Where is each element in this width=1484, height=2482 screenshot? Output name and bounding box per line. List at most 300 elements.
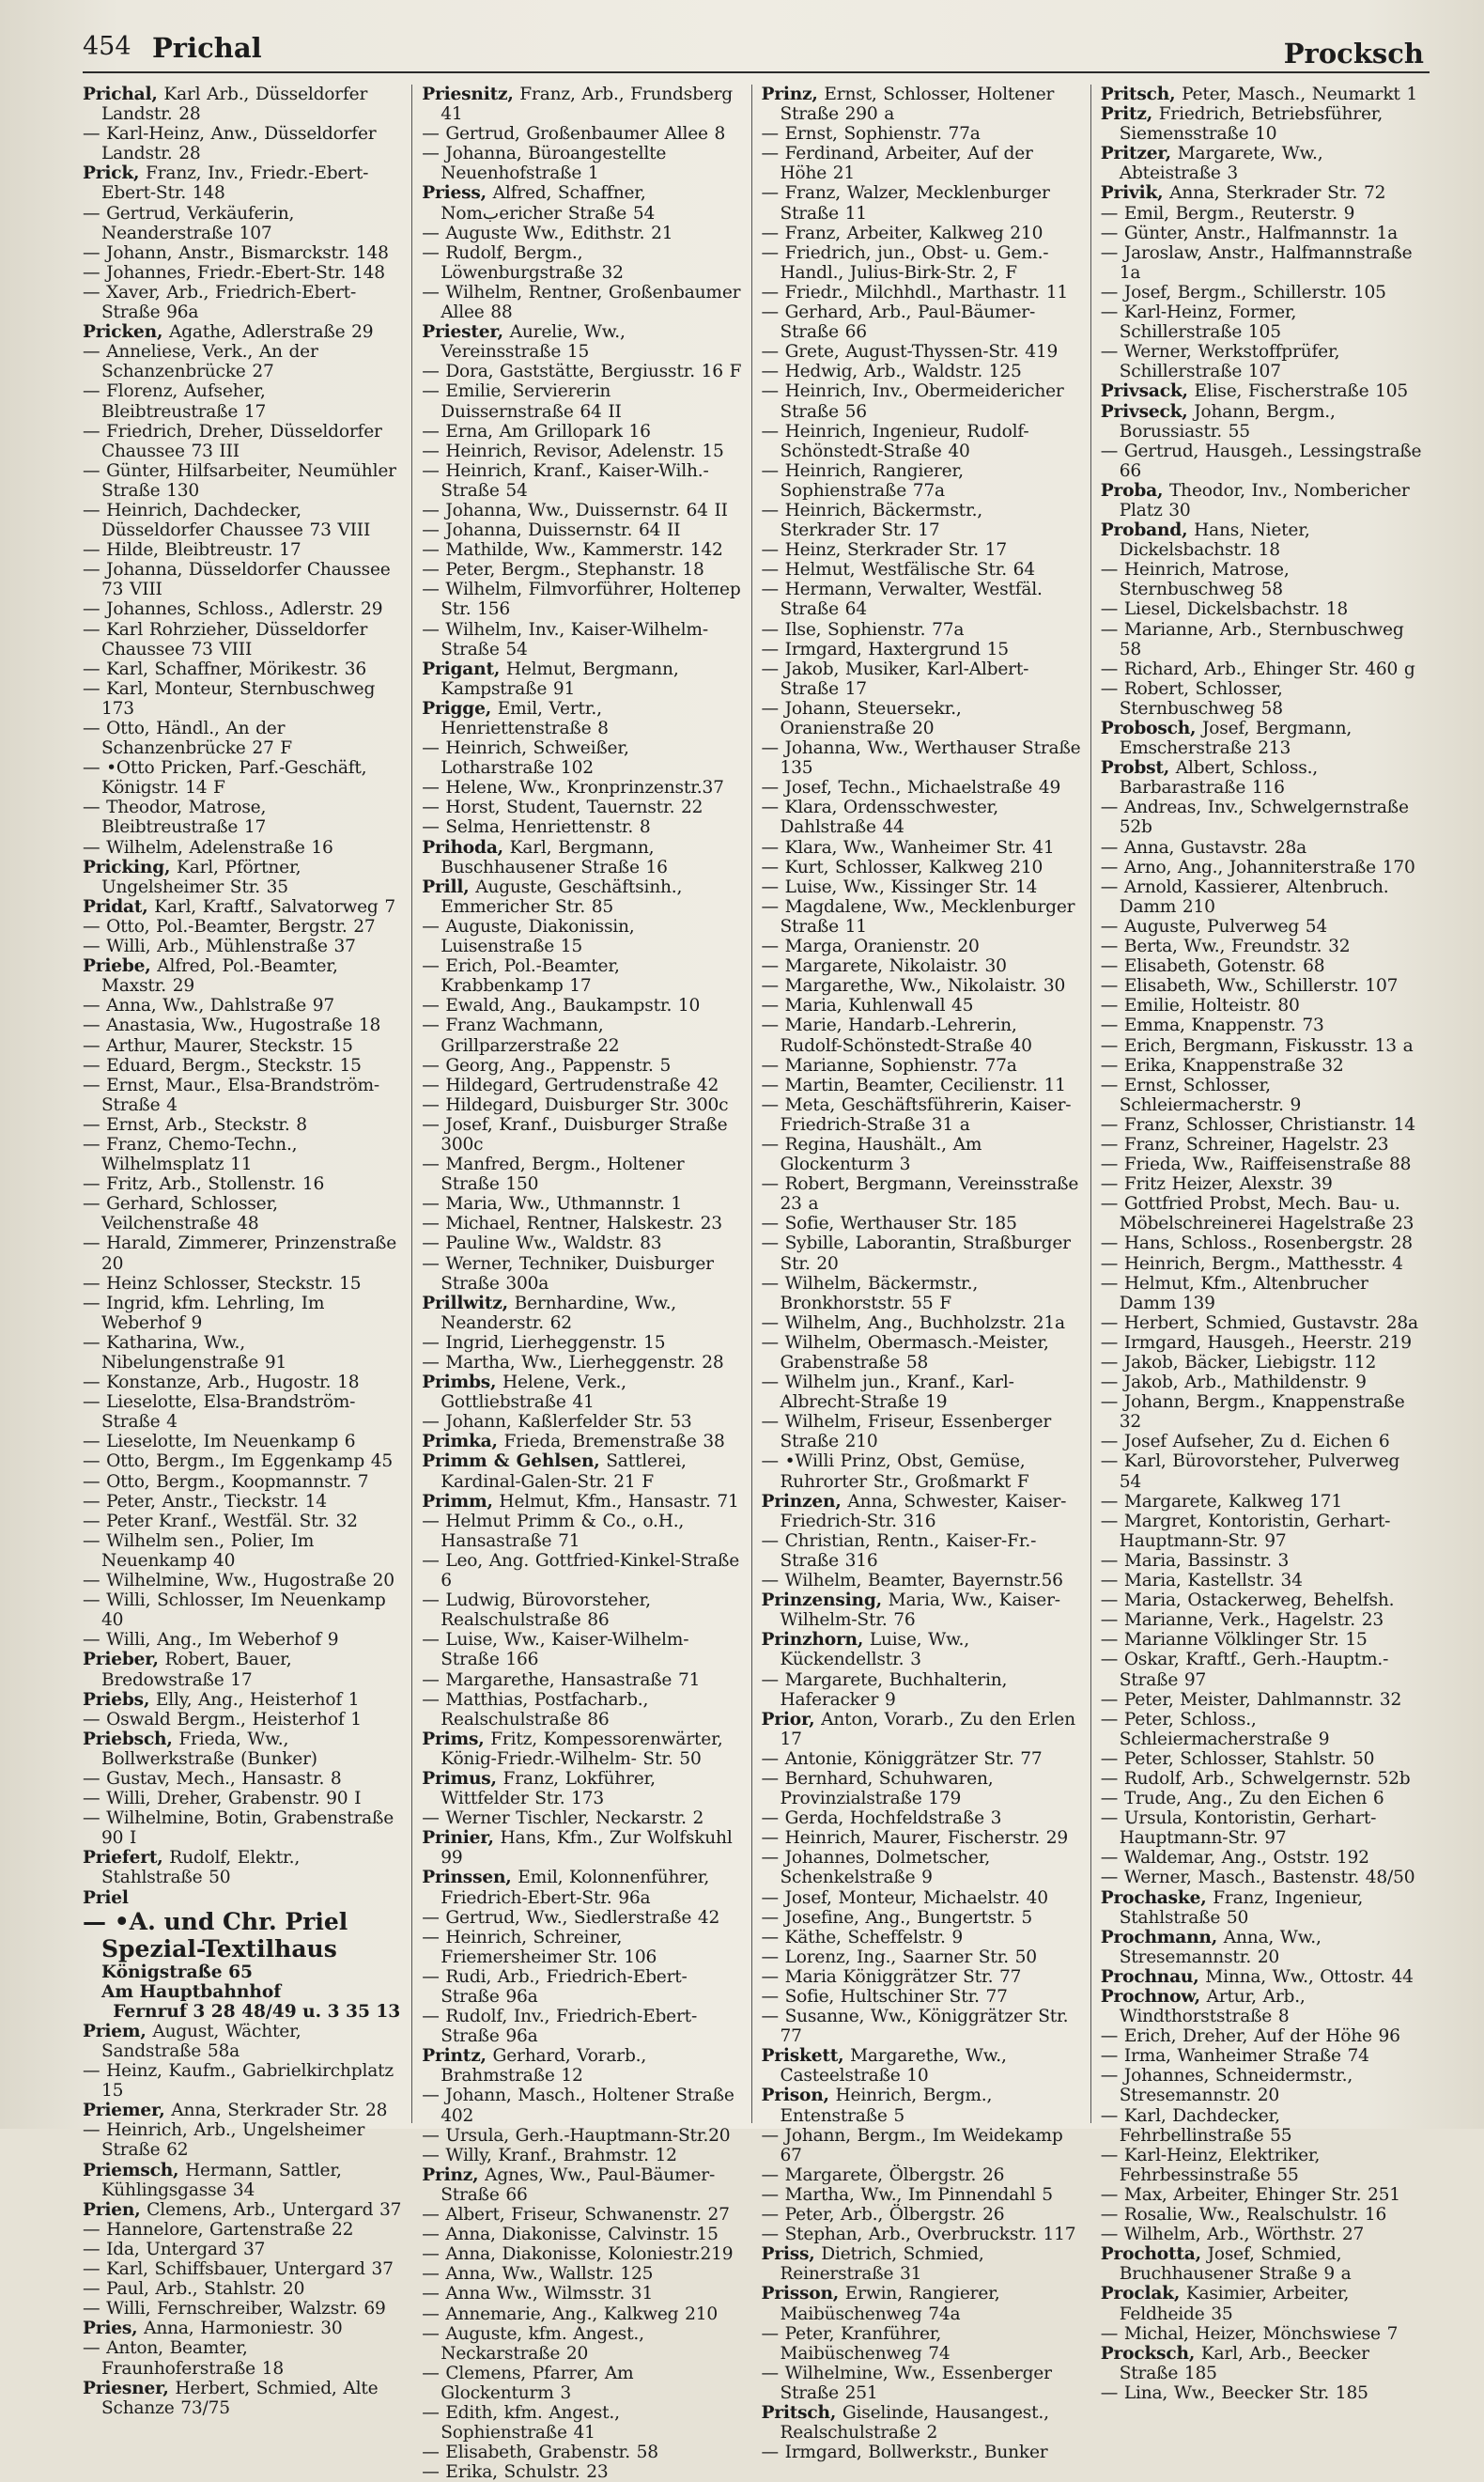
- page-number: 454: [83, 32, 131, 61]
- entry-details: Hans, Nieter, Dickelsbachstr. 18: [1119, 520, 1310, 561]
- entry-details: — Mathilde, Ww., Kammerstr. 142: [422, 540, 723, 561]
- entry-details: — Martha, Ww., Lierheggenstr. 28: [422, 1353, 724, 1373]
- directory-entry: [762, 620, 1083, 640]
- directory-entry: [762, 2284, 1083, 2323]
- entry-details: — Fritz Heizer, Alexstr. 39: [1100, 1174, 1333, 1195]
- entry-details: — Ernst, Sophienstr. 77a: [761, 124, 981, 145]
- directory-entry: [83, 620, 404, 659]
- directory-entry: [422, 877, 743, 917]
- entry-details: — Wilhelmine, Botin, Grabenstraße 90 I: [83, 1808, 394, 1849]
- entry-details: — Otto, Händl., An der Schanzenbrücke 27 F: [83, 719, 292, 759]
- entry-details: — Hildegard, Duisburger Str. 300c: [422, 1094, 729, 1115]
- entry-details: Frieda, Ww., Bollwerkstraße (Bunker): [101, 1729, 317, 1769]
- entry-details: — Anna, Gustavstr. 28a: [1100, 837, 1306, 858]
- entry-surname: Prims,: [422, 1729, 485, 1749]
- entry-details: Ernst, Schlosser, Holtener Straße 290 a: [780, 85, 1055, 125]
- entry-details: — Otto, Bergm., Koopmannstr. 7: [83, 1471, 369, 1492]
- entry-details: — Florenz, Aufseher, Bleibtreustraße 17: [83, 381, 267, 422]
- entry-surname: Privseck,: [1100, 401, 1188, 422]
- directory-entry: [422, 917, 743, 956]
- directory-entry: [762, 2205, 1083, 2225]
- advertisement-line: Fernruf 3 28 48/49 u. 3 35 13: [113, 2001, 401, 2022]
- directory-entry: [422, 1908, 743, 1928]
- entry-surname: Pricking,: [83, 857, 171, 877]
- entry-details: — Sybille, Laborantin, Straßburger Str. 20: [761, 1233, 1071, 1274]
- directory-entry: [83, 501, 404, 540]
- directory-entry: [422, 1333, 743, 1353]
- entry-details: — Hildegard, Gertrudenstraße 42: [422, 1075, 719, 1095]
- entry-details: Robert, Bauer, Bredowstraße 17: [101, 1650, 292, 1690]
- directory-entry: [83, 2338, 404, 2378]
- directory-entry: [762, 2165, 1083, 2185]
- directory-entry: [83, 2101, 404, 2120]
- entry-details: — Auguste, Pulverweg 54: [1100, 916, 1327, 937]
- directory-entry: [83, 758, 404, 798]
- entry-surname: Primbs,: [422, 1373, 497, 1393]
- entry-details: — Hedwig, Arb., Waldstr. 125: [761, 362, 1022, 382]
- entry-details: — Jakob, Musiker, Karl-Albert-Straße 17: [761, 659, 1029, 699]
- entry-details: Herbert, Schmied, Alte Schanze 73/75: [101, 2378, 379, 2418]
- directory-entry: [422, 699, 743, 738]
- entry-details: — Klara, Ww., Wanheimer Str. 41: [761, 837, 1055, 858]
- directory-entry: [762, 699, 1083, 738]
- directory-entry: [762, 1571, 1083, 1590]
- entry-surname: Pricken,: [83, 322, 163, 343]
- entry-details: — Karl-Heinz, Former, Schillerstraße 105: [1100, 302, 1297, 343]
- entry-details: — Willy, Kranf., Brahmstr. 12: [422, 2145, 677, 2165]
- entry-details: — Peter, Anstr., Tieckstr. 14: [83, 1491, 327, 1512]
- entry-surname: Prison,: [761, 2086, 829, 2106]
- entry-surname: Prinzen,: [761, 1491, 842, 1512]
- entry-details: — Maria Königgrätzer Str. 77: [761, 1966, 1022, 1987]
- right-running-head: Procksch: [1283, 38, 1424, 70]
- entry-surname: Prinz,: [422, 2164, 479, 2185]
- directory-entry: [1101, 2026, 1422, 2046]
- entry-details: — Franz, Schlosser, Christianstr. 14: [1100, 1114, 1415, 1135]
- entry-details: — Anna Ww., Wilmsstr. 31: [422, 2284, 654, 2304]
- directory-entry: [422, 1056, 743, 1076]
- directory-entry: [83, 1274, 404, 1294]
- entry-surname: Priester,: [422, 322, 503, 343]
- entry-surname: Pridat,: [83, 896, 148, 917]
- entry-details: Erwin, Rangierer, Maibüschenweg 74a: [780, 2284, 1000, 2324]
- entry-details: — Ilse, Sophienstr. 77a: [761, 619, 965, 640]
- entry-details: — Margarete, Ölbergstr. 26: [761, 2164, 1005, 2185]
- entry-details: Karl, Arb., Beecker Straße 185: [1119, 2343, 1369, 2383]
- directory-entry: [422, 1551, 743, 1590]
- entry-details: — Wilhelm, Filmvorführer, Holteпер Str. 156: [422, 580, 741, 620]
- entry-details: — Marianne Völklinger Str. 15: [1100, 1630, 1368, 1651]
- entry-surname: Priebs,: [83, 1689, 150, 1710]
- entry-details: Artur, Arb., Windthorststraße 8: [1119, 1987, 1306, 2027]
- directory-entry: [83, 163, 404, 203]
- directory-entry: [422, 2007, 743, 2046]
- entry-surname: Printz,: [422, 2046, 487, 2067]
- directory-entry: [1101, 342, 1422, 381]
- entry-details: — Sofie, Werthauser Str. 185: [761, 1214, 1017, 1234]
- entry-details: — Margarete, Kalkweg 171: [1100, 1491, 1343, 1512]
- entry-details: — Michael, Rentner, Halskestr. 23: [422, 1214, 722, 1234]
- entry-surname: Prinssen,: [422, 1868, 512, 1888]
- entry-details: — Werner, Masch., Bastenstr. 48/50: [1100, 1868, 1415, 1888]
- entry-details: Anton, Vorarb., Zu den Erlen 17: [780, 1709, 1075, 1749]
- entry-details: — Margarete, Buchhalterin, Haferacker 9: [761, 1669, 1008, 1710]
- directory-entry: [83, 956, 404, 996]
- entry-details: — Heinrich, Arb., Ungelsheimer Straße 62: [83, 2120, 365, 2161]
- page-header: [83, 26, 1430, 73]
- entry-details: — Eduard, Bergm., Steckstr. 15: [83, 1055, 362, 1076]
- directory-entry: [422, 144, 743, 183]
- entry-details: — Bernhard, Schuhwaren, Provinzialstraße 179: [761, 1768, 994, 1809]
- entry-details: — Auguste Ww., Edithstr. 21: [422, 223, 673, 243]
- directory-entry: [1101, 1650, 1422, 1689]
- directory-entry: [83, 204, 404, 243]
- directory-entry: [1101, 937, 1422, 956]
- directory-entry: [1101, 1610, 1422, 1630]
- directory-columns: [83, 85, 1430, 2482]
- directory-entry: [1101, 1194, 1422, 1233]
- directory-entry: [1101, 1769, 1422, 1789]
- entry-details: — Gertrud, Großenbaumer Allee 8: [422, 124, 726, 145]
- entry-details: — Josefine, Ang., Bungertstr. 5: [761, 1907, 1033, 1928]
- directory-entry: [422, 1353, 743, 1373]
- directory-entry: [1101, 1233, 1422, 1253]
- directory-entry: [762, 2225, 1083, 2244]
- directory-entry: [1101, 1848, 1422, 1868]
- directory-entry: [762, 937, 1083, 956]
- directory-entry: [83, 838, 404, 858]
- directory-entry: [83, 322, 404, 342]
- entry-details: — Harald, Zimmerer, Prinzenstraße 20: [83, 1233, 397, 1274]
- directory-entry: [1101, 659, 1422, 679]
- entry-details: — Heinrich, Kranf., Kaiser-Wilh.-Straße 54: [422, 460, 709, 501]
- entry-details: — Dora, Gaststätte, Bergiusstr. 16 F: [422, 362, 742, 382]
- directory-entry: [1101, 1313, 1422, 1333]
- entry-details: — Leo, Ang. Gottfried-Kinkel-Straße 6: [422, 1550, 740, 1591]
- entry-details: — Martin, Beamter, Cecilienstr. 11: [761, 1075, 1066, 1095]
- entry-details: — •Otto Pricken, Parf.-Geschäft, Königstr. 14 F: [83, 758, 367, 799]
- entry-surname: Priemer,: [83, 2101, 165, 2121]
- entry-details: — Gustav, Mech., Hansastr. 8: [83, 1768, 342, 1789]
- directory-entry: [83, 461, 404, 501]
- directory-entry: [762, 1749, 1083, 1769]
- directory-entry: [762, 1412, 1083, 1451]
- entry-surname: Pritsch,: [761, 2402, 837, 2423]
- entry-details: — Heinrich, Rangierer, Sophienstraße 77a: [761, 460, 964, 501]
- entry-details: Gerhard, Vorarb., Brahmstraße 12: [441, 2046, 647, 2086]
- entry-details: — Gerhard, Schlosser, Veilchenstraße 48: [83, 1194, 278, 1234]
- entry-details: — Hilde, Bleibtreustr. 17: [83, 540, 301, 561]
- directory-entry: [83, 1512, 404, 1531]
- directory-entry: [762, 1848, 1083, 1887]
- directory-entry: [422, 1828, 743, 1868]
- entry-details: — Christian, Rentn., Kaiser-Fr.-Straße 316: [761, 1530, 1037, 1571]
- entry-details: Helene, Verk., Gottliebstraße 41: [441, 1373, 626, 1413]
- directory-entry: [83, 1492, 404, 1512]
- directory-entry: [83, 1294, 404, 1333]
- entry-details: — Rosalie, Ww., Realschulstr. 16: [1100, 2205, 1387, 2226]
- directory-entry: [762, 362, 1083, 381]
- directory-entry: [1101, 302, 1422, 342]
- entry-details: Anna, Ww., Stresemannstr. 20: [1119, 1927, 1322, 1967]
- entry-details: — Margret, Kontoristin, Gerhart-Hauptmann-Str. 97: [1100, 1511, 1391, 1551]
- directory-entry: [83, 422, 404, 461]
- directory-entry: [83, 897, 404, 917]
- entry-details: — Peter, Meister, Dahlmannstr. 32: [1100, 1689, 1402, 1710]
- entry-details: — Wilhelmine, Ww., Hugostraße 20: [83, 1571, 394, 1591]
- directory-entry: [762, 283, 1083, 302]
- entry-details: — Erich, Bergmann, Fiskusstr. 13 a: [1100, 1035, 1414, 1056]
- entry-details: — Johannes, Schloss., Adlerstr. 29: [83, 599, 383, 620]
- directory-entry: [422, 2304, 743, 2324]
- directory-entry: [1101, 1135, 1422, 1155]
- entry-details: — Wilhelmine, Ww., Essenberger Straße 251: [761, 2363, 1052, 2403]
- entry-details: — Pauline Ww., Waldstr. 83: [422, 1233, 662, 1254]
- entry-details: — Michal, Heizer, Mönchswiese 7: [1100, 2323, 1399, 2344]
- directory-entry: [83, 2120, 404, 2160]
- entry-details: — Maria, Bassinstr. 3: [1100, 1550, 1290, 1571]
- directory-entry: [422, 1155, 743, 1194]
- directory-entry: [1101, 1928, 1422, 1967]
- entry-surname: Pritsch,: [1100, 85, 1176, 104]
- entry-details: — Heinrich, Maurer, Fischerstr. 29: [761, 1828, 1069, 1849]
- directory-entry: [1101, 1590, 1422, 1610]
- entry-details: — Horst, Student, Tauernstr. 22: [422, 798, 703, 818]
- entry-surname: Proband,: [1100, 520, 1188, 541]
- directory-entry: [762, 1174, 1083, 1214]
- directory-entry: [762, 1828, 1083, 1848]
- entry-details: — Antonie, Königgrätzer Str. 77: [761, 1748, 1043, 1769]
- directory-entry: [1101, 1868, 1422, 1887]
- directory-entry: [422, 501, 743, 520]
- entry-surname: Privik,: [1100, 183, 1164, 204]
- directory-entry: [422, 243, 743, 283]
- directory-entry: [422, 1630, 743, 1669]
- entry-surname: Prisson,: [761, 2284, 840, 2304]
- entry-details: Minna, Ww., Ottostr. 44: [1198, 1966, 1414, 1987]
- directory-entry: [422, 422, 743, 442]
- entry-details: — Meta, Geschäftsführerin, Kaiser-Friedrich-Straße 31 a: [761, 1094, 1072, 1135]
- advertisement-line: Königstraße 65: [101, 1962, 253, 1982]
- entry-surname: Prillwitz,: [422, 1293, 508, 1313]
- directory-entry: [83, 2022, 404, 2061]
- directory-entry: [762, 2364, 1083, 2403]
- entry-surname: Probst,: [1100, 758, 1170, 779]
- directory-entry: [83, 1650, 404, 1689]
- directory-entry: [83, 1590, 404, 1630]
- entry-details: — Ingrid, kfm. Lehrling, Im Weberhof 9: [83, 1293, 325, 1333]
- entry-details: — Hermann, Verwalter, Westfäl. Straße 64: [761, 580, 1043, 620]
- entry-surname: Priel: [83, 1887, 129, 1908]
- entry-details: — Anna, Ww., Wallstr. 125: [422, 2264, 654, 2285]
- entry-details: — Erna, Am Grillopark 16: [422, 421, 651, 442]
- directory-entry: [83, 2279, 404, 2299]
- directory-entry: [762, 1908, 1083, 1928]
- entry-details: — Franz, Schreiner, Hagelstr. 23: [1100, 1134, 1389, 1155]
- directory-entry: [422, 224, 743, 243]
- directory-entry: [83, 719, 404, 758]
- directory-entry: [762, 224, 1083, 243]
- entry-details: — Stephan, Arb., Overbruckstr. 117: [761, 2225, 1076, 2245]
- entry-details: — Margarethe, Ww., Nikolaistr. 30: [761, 976, 1066, 997]
- directory-entry: [83, 1451, 404, 1471]
- entry-details: — Willi, Fernschreiber, Walzstr. 69: [83, 2299, 386, 2319]
- directory-entry: [1101, 2046, 1422, 2066]
- entry-details: Emil, Kolonnenführer, Friedrich-Ebert-Str. 96a: [441, 1868, 710, 1908]
- entry-details: — Willi, Dreher, Grabenstr. 90 I: [83, 1789, 362, 1809]
- directory-entry: [422, 1690, 743, 1730]
- entry-details: — Gertrud, Ww., Siedlerstraße 42: [422, 1907, 720, 1928]
- directory-entry: [422, 2324, 743, 2364]
- entry-details: — Marie, Handarb.-Lehrerin, Rudolf-Schönstedt-Straße 40: [761, 1016, 1032, 1056]
- entry-details: — Elisabeth, Gotenstr. 68: [1100, 956, 1325, 977]
- entry-details: Johann, Bergm., Borussiastr. 55: [1119, 401, 1336, 442]
- column-4: [1090, 85, 1430, 2403]
- entry-details: Auguste, Geschäftsinh., Emmericher Str. 85: [441, 876, 683, 917]
- entry-details: — Wilhelm, Adelenstraße 16: [83, 837, 333, 858]
- directory-entry: [1101, 1373, 1422, 1392]
- entry-details: — Anton, Beamter, Fraunhoferstraße 18: [83, 2338, 284, 2379]
- entry-details: — Helmut, Kfm., Altenbrucher Damm 139: [1100, 1273, 1368, 1313]
- directory-entry: [1101, 2225, 1422, 2244]
- entry-details: — Josef, Bergm., Schillerstr. 105: [1100, 282, 1386, 302]
- entry-details: — Johann, Masch., Holtener Straße 402: [422, 2086, 734, 2126]
- directory-entry: [83, 381, 404, 421]
- entry-details: — Jaroslaw, Anstr., Halfmannstraße 1a: [1100, 242, 1413, 283]
- directory-entry: [1101, 1432, 1422, 1451]
- directory-entry: [1101, 1967, 1422, 1987]
- directory-entry: [83, 1056, 404, 1076]
- directory-entry: [762, 1451, 1083, 1491]
- entry-details: Hans, Kfm., Zur Wolfskuhl 99: [441, 1828, 733, 1869]
- entry-details: — Ernst, Maur., Elsa-Brandström-Straße 4: [83, 1075, 380, 1115]
- entry-details: — Anna, Ww., Dahlstraße 97: [83, 996, 335, 1016]
- directory-entry: [762, 1056, 1083, 1076]
- directory-entry: [762, 1670, 1083, 1710]
- directory-entry: [762, 342, 1083, 362]
- entry-details: Giselinde, Hausangest., Realschulstraße 2: [780, 2402, 1049, 2443]
- entry-details: — Friedrich, Dreher, Düsseldorfer Chaussee 73 III: [83, 421, 382, 461]
- entry-surname: Priskett,: [761, 2046, 844, 2067]
- directory-entry: [422, 2225, 743, 2244]
- directory-entry: [422, 1194, 743, 1214]
- entry-details: — Karl, Dachdecker, Fehrbellinstraße 55: [1100, 2105, 1292, 2146]
- entry-details: Frieda, Bremenstraße 38: [497, 1432, 725, 1452]
- entry-details: Elly, Ang., Heisterhof 1: [149, 1689, 360, 1710]
- directory-entry: [422, 283, 743, 322]
- directory-entry: [1101, 1571, 1422, 1590]
- directory-entry: [762, 2324, 1083, 2364]
- directory-entry: [422, 2046, 743, 2086]
- entry-surname: Prochnow,: [1100, 1987, 1200, 2007]
- entry-surname: Priess,: [422, 183, 487, 204]
- entry-details: — Johann, Bergm., Knappenstraße 32: [1100, 1392, 1405, 1433]
- directory-entry: [83, 2161, 404, 2200]
- directory-entry: [422, 1373, 743, 1412]
- entry-details: — Lina, Ww., Beecker Str. 185: [1100, 2382, 1368, 2403]
- directory-entry: [83, 679, 404, 719]
- entry-details: — Erich, Pol.-Beamter, Krabbenkamp 17: [422, 956, 620, 997]
- directory-entry: [83, 858, 404, 897]
- directory-entry: [83, 1571, 404, 1590]
- directory-entry: [762, 1313, 1083, 1333]
- directory-entry: [422, 2165, 743, 2205]
- entry-details: Peter, Masch., Neumarkt 1: [1175, 85, 1418, 104]
- directory-entry: [1101, 1036, 1422, 1056]
- column-2: [411, 85, 750, 2482]
- entry-details: Clemens, Arb., Untergard 37: [140, 2199, 402, 2220]
- directory-entry: [1101, 1353, 1422, 1373]
- directory-entry: [422, 362, 743, 381]
- directory-entry: [422, 620, 743, 659]
- directory-entry: [1101, 1808, 1422, 1848]
- entry-details: — Trude, Ang., Zu den Eichen 6: [1100, 1789, 1384, 1809]
- directory-entry: [762, 1947, 1083, 1967]
- entry-details: — Josef Aufseher, Zu d. Eichen 6: [1100, 1432, 1390, 1452]
- entry-details: — Richard, Arb., Ehinger Str. 460 g: [1100, 659, 1415, 679]
- entry-details: — Hannelore, Gartenstraße 22: [83, 2219, 354, 2240]
- entry-details: — Otto, Pol.-Beamter, Bergstr. 27: [83, 916, 376, 937]
- entry-details: — Heinz, Sterkrader Str. 17: [761, 540, 1007, 561]
- entry-details: — Johannes, Schneidermstr., Stresemannstr. 20: [1100, 2066, 1353, 2106]
- directory-entry: [83, 1888, 404, 1908]
- directory-entry: [1101, 1274, 1422, 1313]
- directory-entry: [762, 1016, 1083, 1055]
- directory-entry: [422, 1095, 743, 1115]
- directory-entry: [83, 1174, 404, 1194]
- directory-entry: [1101, 1749, 1422, 1769]
- directory-entry: [83, 2379, 404, 2418]
- entry-details: — Helene, Ww., Kronprinzenstr.37: [422, 778, 724, 799]
- entry-details: — Arnold, Kassierer, Altenbruch. Damm 210: [1100, 876, 1389, 917]
- entry-details: Heinrich, Bergm., Entenstraße 5: [780, 2086, 993, 2126]
- entry-details: Agnes, Ww., Paul-Bäumer-Straße 66: [441, 2164, 716, 2205]
- directory-entry: [762, 738, 1083, 778]
- entry-surname: Prick,: [83, 163, 140, 184]
- directory-entry: [422, 1076, 743, 1095]
- directory-entry: [1101, 1056, 1422, 1076]
- entry-details: — Grete, August-Thyssen-Str. 419: [761, 342, 1059, 363]
- entry-surname: Priemsch,: [83, 2160, 179, 2180]
- directory-entry: [83, 2061, 404, 2101]
- entry-details: — Ewald, Ang., Baukampstr. 10: [422, 996, 701, 1016]
- entry-details: Maria, Ww., Kaiser-Wilhelm-Str. 76: [780, 1590, 1060, 1631]
- directory-entry: [83, 2220, 404, 2240]
- directory-entry: [1101, 838, 1422, 858]
- left-running-head: Prichal: [152, 32, 262, 64]
- directory-entry: [1101, 1630, 1422, 1650]
- entry-details: — Johann, Bergm., Im Weidekamp 67: [761, 2125, 1063, 2165]
- entry-details: — Lieselotte, Im Neuenkamp 6: [83, 1432, 356, 1452]
- entry-details: — Georg, Ang., Pappenstr. 5: [422, 1055, 672, 1076]
- directory-entry: [1101, 620, 1422, 659]
- directory-entry: [1101, 2324, 1422, 2344]
- entry-details: — Oskar, Kraftf., Gerh.-Hauptm.-Straße 97: [1100, 1650, 1389, 1690]
- entry-details: — Ferdinand, Arbeiter, Auf der Höhe 21: [761, 144, 1033, 184]
- directory-entry: [762, 1373, 1083, 1412]
- entry-details: — Selma, Henriettenstr. 8: [422, 817, 651, 838]
- entry-details: — Kurt, Schlosser, Kalkweg 210: [761, 857, 1043, 877]
- entry-details: — Ludwig, Bürovorsteher, Realschulstraße 86: [422, 1590, 651, 1631]
- directory-entry: [1101, 758, 1422, 798]
- directory-entry: [83, 1531, 404, 1571]
- entry-details: — Johannes, Friedr.-Ebert-Str. 148: [83, 262, 385, 283]
- directory-entry: [83, 1789, 404, 1808]
- entry-details: — Heinrich, Dachdecker, Düsseldorfer Chaussee 73 VIII: [83, 500, 371, 541]
- entry-details: Theodor, Inv., Nombericher Platz 30: [1119, 480, 1410, 520]
- entry-surname: Prihoda,: [422, 837, 503, 858]
- entry-details: — Elisabeth, Ww., Schillerstr. 107: [1100, 976, 1399, 997]
